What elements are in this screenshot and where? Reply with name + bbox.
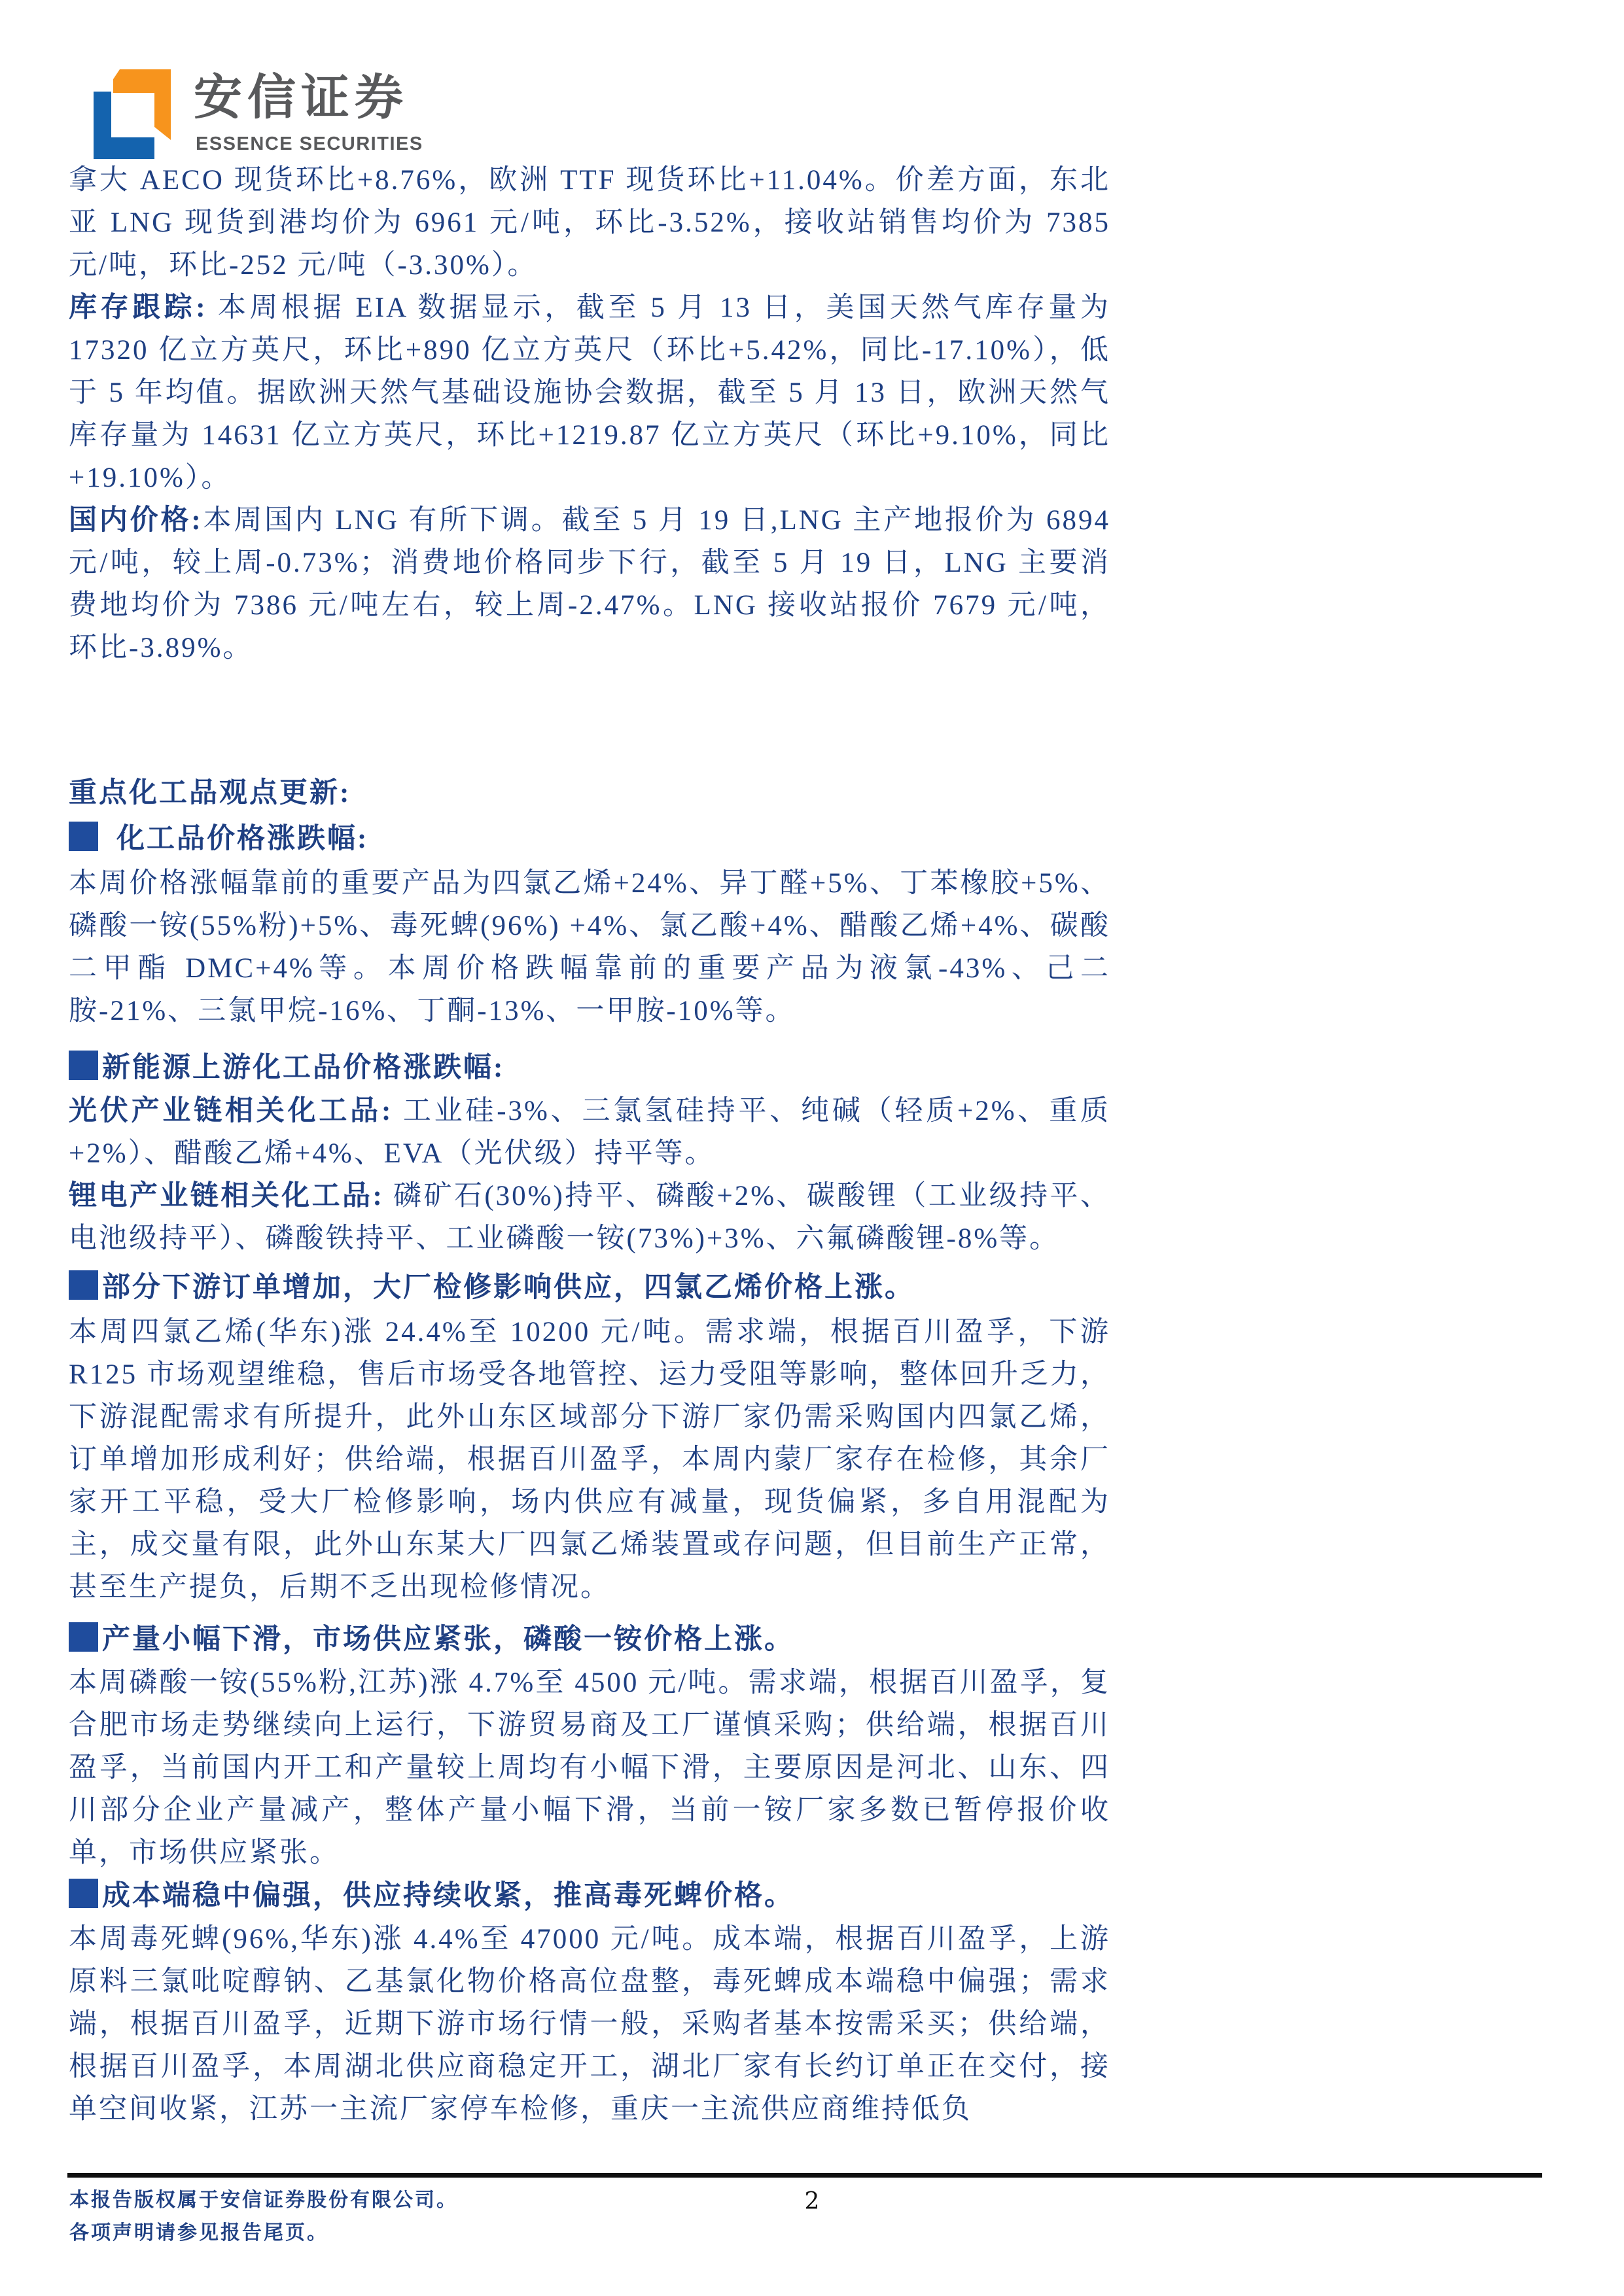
paragraph-inventory-tracking <box>69 287 1110 499</box>
paragraph-tetrachloroethylene <box>69 1311 1110 1609</box>
heading-text: 重点化工品观点更新: <box>69 778 351 809</box>
paragraph-text: 工业硅-3%、三氯氢硅持平、纯碱（轻质+2%、重质+2%）、醋酸乙烯+4%、EVA（光伏级）持平等。 <box>69 1096 1110 1169</box>
section-heading-tetrachloroethylene <box>69 1266 1110 1309</box>
paragraph-lithium-chain <box>69 1175 1110 1260</box>
footer-disclaimer: 各项声明请参见报告尾页。 <box>69 2222 328 2244</box>
paragraph-lead: 光伏产业链相关化工品: <box>69 1096 393 1126</box>
section-bullet-icon <box>69 822 98 851</box>
paragraph-monoammonium-phosphate <box>69 1661 1110 1874</box>
paragraph-chlorpyrifos <box>69 1918 1110 2131</box>
section-bullet-icon <box>69 1622 98 1652</box>
section-bullet-icon <box>69 1879 98 1908</box>
essence-securities-logo-icon <box>94 69 172 159</box>
paragraph-chemical-price-moves <box>69 862 1110 1032</box>
paragraph-text: 磷矿石(30%)持平、磷酸+2%、碳酸锂（工业级持平、电池级持平）、磷酸铁持平、工业磷酸一铵(73%)+3%、六氟磷酸锂-8%等。 <box>69 1181 1110 1254</box>
footer-separator <box>67 2173 1542 2178</box>
paragraph-photovoltaic-chain <box>69 1090 1110 1175</box>
paragraph-text: 拿大 AECO 现货环比+8.76%，欧洲 TTF 现货环比+11.04%。价差方面，东北亚 LNG 现货到港均价为 6961 元/吨，环比-3.52%，接收站销售均价为 7385 元/吨，环比-252 元/吨（-3.30%）。 <box>69 165 1110 281</box>
paragraph-lead: 锂电产业链相关化工品: <box>69 1181 384 1211</box>
section-bullet-icon <box>69 1051 98 1080</box>
paragraph-domestic-prices <box>69 499 1110 669</box>
paragraph-text: 本周价格涨幅靠前的重要产品为四氯乙烯+24%、异丁醛+5%、丁苯橡胶+5%、磷酸一铵(55%粉)+5%、毒死蜱(96%) +4%、氯乙酸+4%、醋酸乙烯+4%、碳酸二甲酯 DMC+4%等。本周价格跌幅靠前的重要产品为液氯-43%、己二胺-21%、三氯甲烷-16%、丁酮-13%、一甲胺-10%等。 <box>69 868 1110 1026</box>
heading-text: 部分下游订单增加，大厂检修影响供应，四氯乙烯价格上涨。 <box>102 1272 915 1303</box>
section-heading-price-moves <box>69 818 1110 860</box>
paragraph-text: 本周磷酸一铵(55%粉,江苏)涨 4.7%至 4500 元/吨。需求端，根据百川盈孚，复合肥市场走势继续向上运行，下游贸易商及工厂谨慎采购；供给端，根据百川盈孚，当前国内开工和产量较上周均有小幅下滑，主要原因是河北、山东、四川部分企业产量减产，整体产量小幅下滑，当前一铵厂家多数已暂停报价收单，市场供应紧张。 <box>69 1667 1110 1868</box>
section-heading-monoammonium-phosphate <box>69 1618 1110 1661</box>
section-heading-new-energy <box>69 1047 1110 1089</box>
heading-key-chemical-updates <box>69 772 1110 814</box>
footer-copyright: 本报告版权属于安信证券股份有限公司。 <box>69 2189 458 2211</box>
heading-text: 成本端稳中偏强，供应持续收紧，推高毒死蜱价格。 <box>102 1881 794 1911</box>
page-number: 2 <box>804 2188 820 2215</box>
paragraph-text: 本周国内 LNG 有所下调。截至 5 月 19 日,LNG 主产地报价为 6894 元/吨，较上周-0.73%；消费地价格同步下行，截至 5 月 19 日，LNG 主要消费地均价为 7386 元/吨左右，较上周-2.47%。LNG 接收站报价 7679 元/吨，环比-3.89%。 <box>69 505 1110 663</box>
heading-text: 化工品价格涨跌幅: <box>116 824 369 854</box>
logo-company-name-cn: 安信证券 <box>194 70 408 124</box>
section-bullet-icon <box>69 1270 98 1300</box>
paragraph-gas-prices-overseas <box>69 159 1110 287</box>
heading-text: 新能源上游化工品价格涨跌幅: <box>102 1052 505 1083</box>
paragraph-text: 本周根据 EIA 数据显示，截至 5 月 13 日，美国天然气库存量为 17320 亿立方英尺，环比+890 亿立方英尺（环比+5.42%，同比-17.10%），低于 5 年均值。据欧洲天然气基础设施协会数据，截至 5 月 13 日，欧洲天然气库存量为 14631 亿立方英尺，环比+1219.87 亿立方英尺（环比+9.10%，同比+19.10%）。 <box>69 292 1110 493</box>
paragraph-text: 本周四氯乙烯(华东)涨 24.4%至 10200 元/吨。需求端，根据百川盈孚，下游 R125 市场观望维稳，售后市场受各地管控、运力受阻等影响，整体回升乏力，下游混配需求有所提升，此外山东区域部分下游厂家仍需采购国内四氯乙烯，订单增加形成利好；供给端，根据百川盈孚，本周内蒙厂家存在检修，其余厂家开工平稳，受大厂检修影响，场内供应有减量，现货偏紧，多自用混配为主，成交量有限，此外山东某大厂四氯乙烯装置或存问题，但目前生产正常，甚至生产提负，后期不乏出现检修情况。 <box>69 1317 1110 1603</box>
logo-company-name-en: ESSENCE SECURITIES <box>196 133 423 154</box>
paragraph-lead: 库存跟踪: <box>69 292 207 323</box>
paragraph-lead: 国内价格: <box>69 505 203 536</box>
section-heading-chlorpyrifos <box>69 1875 1110 1917</box>
paragraph-text: 本周毒死蜱(96%,华东)涨 4.4%至 47000 元/吨。成本端，根据百川盈孚，上游原料三氯吡啶醇钠、乙基氯化物价格高位盘整，毒死蜱成本端稳中偏强；需求端，根据百川盈孚，近期下游市场行情一般，采购者基本按需采买；供给端，根据百川盈孚，本周湖北供应商稳定开工，湖北厂家有长约订单正在交付，接单空间收紧，江苏一主流厂家停车检修，重庆一主流供应商维持低负 <box>69 1924 1110 2125</box>
heading-text: 产量小幅下滑，市场供应紧张，磷酸一铵价格上涨。 <box>102 1624 794 1655</box>
